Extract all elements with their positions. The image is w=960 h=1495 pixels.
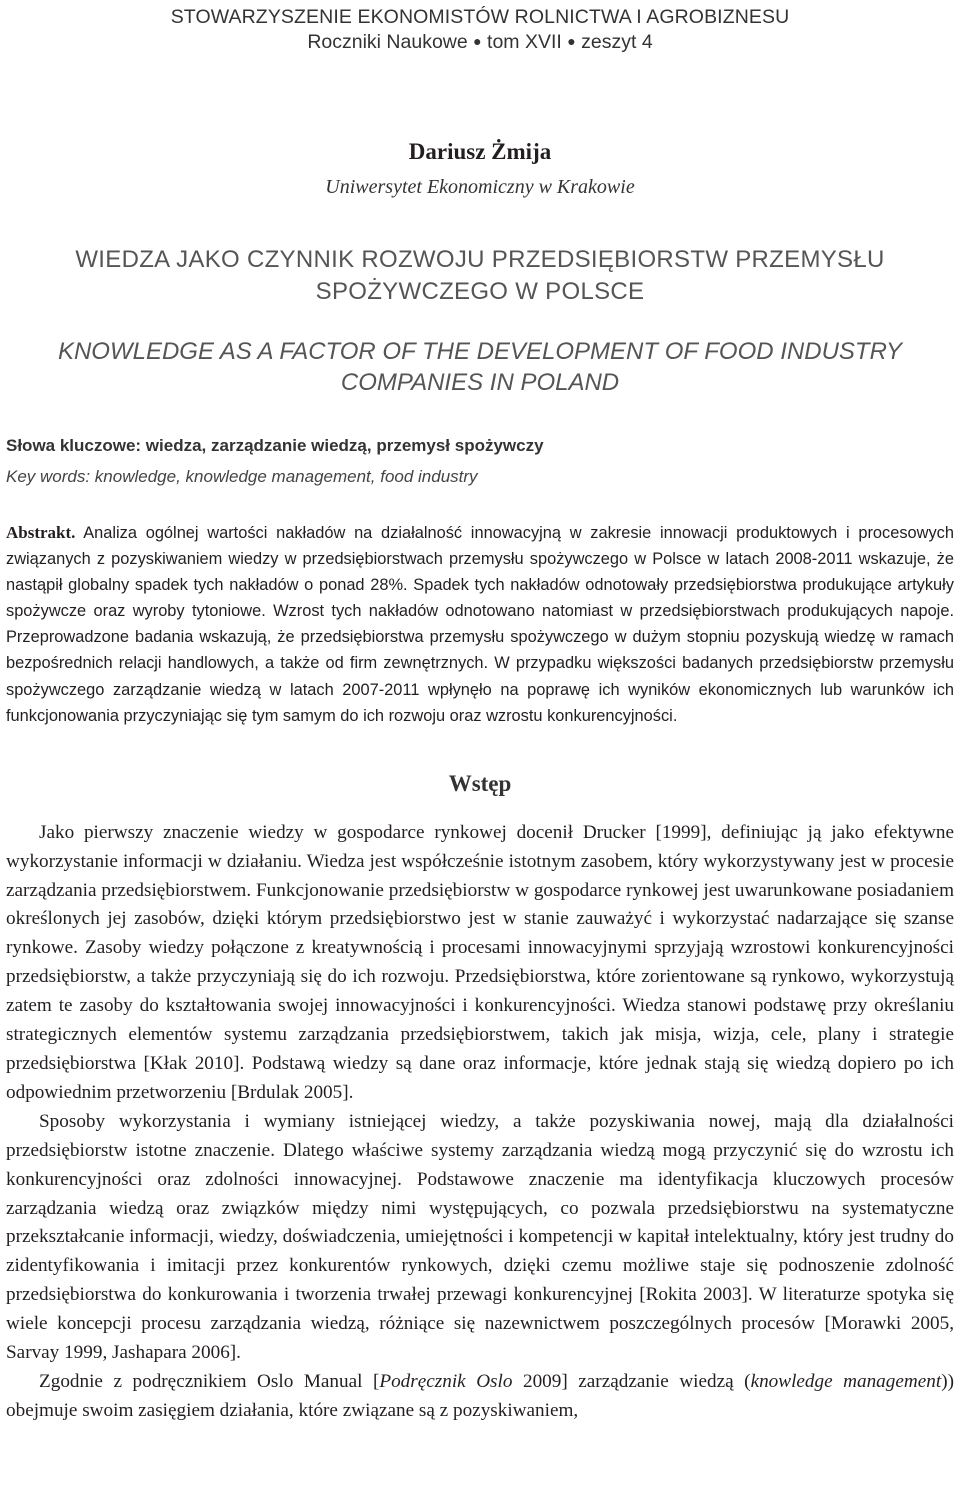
title-english: KNOWLEDGE AS A FACTOR OF THE DEVELOPMENT OF FOOD INDUSTRY COMPANIES IN POLAND bbox=[57, 338, 903, 396]
paragraph-text: 2009] zarządzanie wiedzą ( bbox=[512, 1370, 751, 1392]
keywords-block bbox=[6, 430, 954, 492]
paragraph-text: Zgodnie z podręcznikiem Oslo Manual [ bbox=[39, 1370, 380, 1392]
paragraph bbox=[6, 1368, 954, 1426]
document-page bbox=[6, 0, 954, 1426]
abstract bbox=[6, 520, 954, 729]
bullet-separator-icon: ● bbox=[567, 33, 576, 49]
section-heading: Wstęp bbox=[448, 770, 512, 796]
society-name: STOWARZYSZENIE EKONOMISTÓW ROLNICTWA I AGROBIZNESU bbox=[170, 6, 790, 28]
citation-title: Podręcznik Oslo bbox=[379, 1370, 513, 1392]
author-affiliation: Uniwersytet Ekonomiczny w Krakowie bbox=[325, 176, 635, 198]
journal-issue: zeszyt 4 bbox=[581, 31, 653, 53]
paragraph-text: )) obejmuje swoim zasięgiem działania, które związane są z pozyskiwaniem, bbox=[6, 1370, 954, 1421]
journal-volume: tom XVII bbox=[487, 31, 562, 53]
abstract-label: Abstrakt. bbox=[6, 523, 76, 542]
paragraph: Sposoby wykorzystania i wymiany istniejącej wiedzy, a także pozyskiwania nowej, mają dla działalności przedsiębiorstw istotne znaczenie. Dlatego właściwe systemy zarządzania wiedzą mogą przyczynić się do wzrostu ich konkurencyjności oraz zdolności innowacyjnej. Podstawowe znaczenie ma identyfikacja kluczowych procesów zarządzania wiedzą oraz związków między nimi występujących, co pozwala przedsiębiorstwu na systematyczne przekształcanie informacji, wiedzy, doświadczenia, umiejętności i kompetencji w kapitał intelektualny, który jest trudny do zidentyfikowania i imitacji przez konkurentów rynkowych, dzięki czemu możliwe staje się podnoszenie zdolność przedsiębiorstwa do konkurowania i tworzenia trwałej przewagi konkurencyjnej [Rokita 2003]. W literaturze spotyka się wiele koncepcji procesu zarządzania wiedzą, różniące się nazewnictwem poszczególnych procesów [Morawki 2005, Sarvay 1999, Jashapara 2006]. bbox=[6, 1110, 954, 1364]
author-name: Dariusz Żmija bbox=[408, 139, 552, 164]
title-polish: WIEDZA JAKO CZYNNIK ROZWOJU PRZEDSIĘBIORSTW PRZEMYSŁU SPOŻYWCZEGO W POLSCE bbox=[75, 246, 885, 305]
paragraph: Jako pierwszy znaczenie wiedzy w gospodarce rynkowej docenił Drucker [1999], definiując ją jako efektywne wykorzystanie informacji w działaniu. Wiedza jest współcześnie istotnym zasobem, który wykorzystywany jest w procesie zarządzania przedsiębiorstwem. Funkcjonowanie przedsiębiorstw w gospodarce rynkowej jest uwarunkowane posiadaniem określonych jej zasobów, dzięki którym przedsiębiorstwo jest w stanie zauważyć i wykorzystać nadarzające się szanse rynkowe. Zasoby wiedzy połączone z kreatywnością i procesami innowacyjnymi sprzyjają wzrostowi konkurencyjności przedsiębiorstw, a także przyczyniają się do ich rozwoju. Przedsiębiorstwa, które zorientowane są rynkowo, wykorzystują zatem te zasoby do kształtowania swojej innowacyjności i konkurencyjności. Wiedza stanowi podstawę przy określaniu strategicznych elementów systemu zarządzania przedsiębiorstwem, takich jak misja, wizja, cele, plany i strategie przedsiębiorstwa [Kłak 2010]. Podstawą wiedzy są dane oraz informacje, które jednak stają się wiedzą dopiero po ich odpowiednim przetworzeniu [Brdulak 2005]. bbox=[6, 821, 954, 1103]
journal-series bbox=[6, 29, 954, 54]
abstract-text: Analiza ogólnej wartości nakładów na działalność innowacyjną w zakresie innowacji produktowych i procesowych związanych z pozyskiwaniem wiedzy w przedsiębiorstwach przemysłu spożywczego w Polsce w latach 2008-2011 wskazuje, że nastąpił globalny spadek tych nakładów o ponad 28%. Spadek tych nakładów odnotowały przedsiębiorstwa produkujące artykuły spożywcze oraz wyroby tytoniowe. Wzrost tych nakładów odnotowano natomiast w przedsiębiorstwach produkujących napoje. Przeprowadzone badania wskazują, że przedsiębiorstwa przemysłu spożywczego w dużym stopniu pozyskują wiedzę w ramach bezpośrednich relacji handlowych, a także od firm zewnętrznych. W przypadku większości badanych przedsiębiorstw przemysłu spożywczego zarządzanie wiedzą w latach 2007-2011 wpłynęło na poprawę ich wyników ekonomicznych lub warunków ich funkcjonowania przyczyniając się tym samym do ich rozwoju oraz wzrostu konkurencyjności. bbox=[6, 524, 954, 725]
journal-header bbox=[6, 6, 954, 54]
journal-name: Roczniki Naukowe bbox=[307, 31, 468, 53]
keywords-polish: Słowa kluczowe: wiedza, zarządzanie wiedzą, przemysł spożywczy bbox=[6, 436, 544, 455]
english-term: knowledge management bbox=[750, 1370, 942, 1392]
body-text bbox=[6, 819, 954, 1426]
keywords-english: Key words: knowledge, knowledge management, food industry bbox=[6, 467, 478, 486]
bullet-separator-icon: ● bbox=[473, 33, 482, 49]
